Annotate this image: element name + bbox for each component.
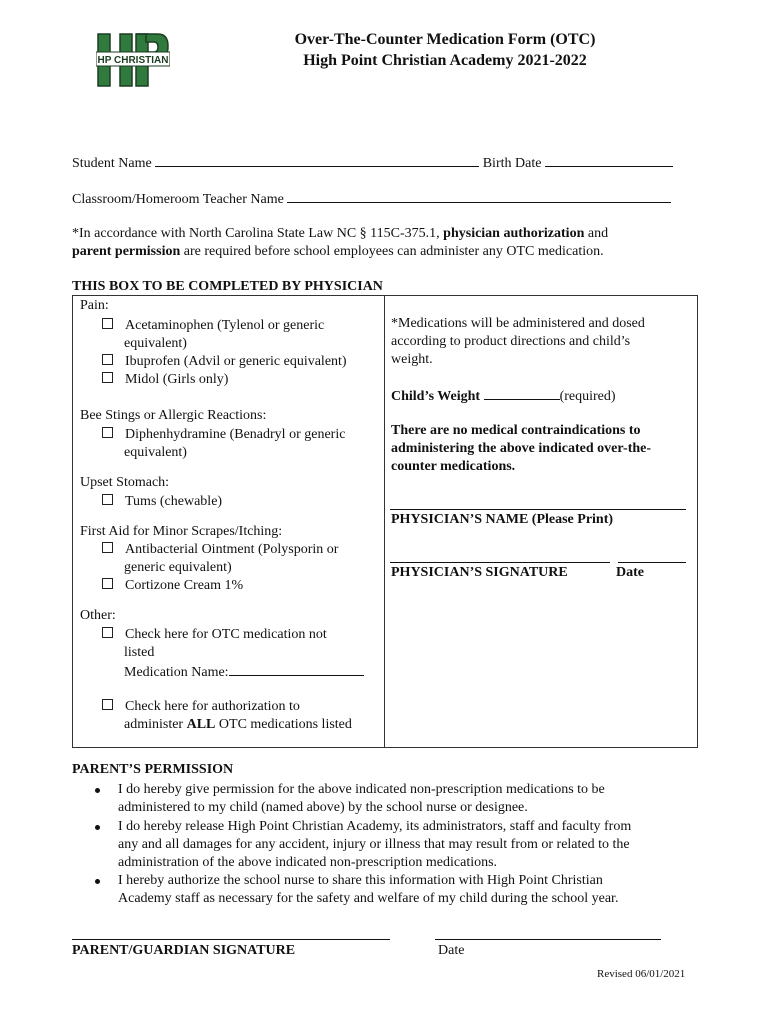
student-name-label: Student Name (72, 156, 152, 171)
all-otc-authorization-cont: administer ALL OTC medications listed (124, 717, 352, 732)
permission-bullet3-line1: I hereby authorize the school nurse to share this information with High Point Christian (118, 873, 603, 888)
pain-label: Pain: (80, 298, 109, 313)
all-otc-authorization-option[interactable]: Check here for authorization to (102, 699, 300, 715)
logo-text: HP CHRISTIAN (97, 55, 169, 66)
parent-signature-field[interactable] (72, 939, 390, 940)
other-medication-option[interactable]: Check here for OTC medication not (102, 627, 327, 643)
all-otc-authorization-checkbox[interactable] (102, 699, 113, 710)
antibacterial-checkbox[interactable] (102, 542, 113, 553)
ibuprofen-option[interactable]: Ibuprofen (Advil or generic equivalent) (102, 354, 347, 370)
bullet-icon (95, 788, 100, 793)
cortizone-checkbox[interactable] (102, 578, 113, 589)
physician-box-divider (384, 295, 385, 748)
hp-christian-logo-icon (96, 30, 170, 90)
birth-date-label: Birth Date (482, 156, 542, 171)
medication-name-row: Medication Name: (124, 663, 364, 681)
contraindication-line3: counter medications. (391, 459, 516, 474)
physician-name-label: PHYSICIAN’S NAME (Please Print) (391, 512, 614, 527)
ibuprofen-checkbox[interactable] (102, 354, 113, 365)
student-name-field[interactable] (155, 154, 479, 167)
tums-checkbox[interactable] (102, 494, 113, 505)
law-statement-line1: *In accordance with North Carolina State Law NC § 115C-375.1, physician authorization and (72, 226, 609, 241)
bullet-icon (95, 879, 100, 884)
dosing-note-line3: weight. (391, 352, 433, 367)
physician-signature-field[interactable] (390, 562, 610, 563)
dosing-note-line2: according to product directions and child’s (391, 334, 631, 349)
contraindication-line1: There are no medical contraindications to (391, 423, 641, 438)
cortizone-option[interactable]: Cortizone Cream 1% (102, 578, 243, 594)
dosing-note-line1: *Medications will be administered and dosed (391, 316, 645, 331)
child-weight-field[interactable] (484, 387, 560, 400)
diphenhydramine-checkbox[interactable] (102, 427, 113, 438)
permission-bullet2-line2: any and all damages for any accident, injury or illness that may result from or related to the (118, 837, 630, 852)
antibacterial-option-cont: generic equivalent) (124, 560, 232, 575)
antibacterial-option[interactable]: Antibacterial Ointment (Polysporin or (102, 542, 338, 558)
contraindication-line2: administering the above indicated over-the- (391, 441, 652, 456)
midol-option[interactable]: Midol (Girls only) (102, 372, 228, 388)
permission-bullet1-line1: I do hereby give permission for the above indicated non-prescription medications to be (118, 782, 605, 797)
student-name-row (72, 154, 673, 172)
parent-date-field[interactable] (435, 939, 661, 940)
diphenhydramine-option[interactable]: Diphenhydramine (Benadryl or generic (102, 427, 345, 443)
bullet-icon (95, 825, 100, 830)
teacher-name-field[interactable] (287, 190, 671, 203)
tums-option[interactable]: Tums (chewable) (102, 494, 222, 510)
revised-date: Revised 06/01/2021 (597, 968, 686, 980)
other-label: Other: (80, 608, 116, 623)
physician-signature-label: PHYSICIAN’S SIGNATURE (391, 565, 568, 580)
first-aid-label: First Aid for Minor Scrapes/Itching: (80, 524, 283, 539)
teacher-row (72, 190, 671, 208)
parent-date-label: Date (438, 943, 465, 958)
other-medication-option-cont: listed (124, 645, 155, 660)
physician-name-field[interactable] (390, 509, 686, 510)
acetaminophen-option-cont: equivalent) (124, 336, 187, 351)
physician-box-heading: THIS BOX TO BE COMPLETED BY PHYSICIAN (72, 279, 383, 294)
midol-checkbox[interactable] (102, 372, 113, 383)
form-title: Over-The-Counter Medication Form (OTC) (294, 31, 596, 48)
school-year-title: High Point Christian Academy 2021-2022 (303, 52, 587, 69)
permission-bullet1-line2: administered to my child (named above) by the school nurse or designee. (118, 800, 528, 815)
medication-name-field[interactable] (229, 663, 364, 676)
parent-signature-label: PARENT/GUARDIAN SIGNATURE (72, 943, 296, 958)
acetaminophen-option[interactable]: Acetaminophen (Tylenol or generic (102, 318, 324, 334)
acetaminophen-checkbox[interactable] (102, 318, 113, 329)
bee-stings-label: Bee Stings or Allergic Reactions: (80, 408, 267, 423)
permission-bullet2-line1: I do hereby release High Point Christian Academy, its administrators, staff and faculty from (118, 819, 632, 834)
school-logo (96, 30, 170, 90)
diphenhydramine-option-cont: equivalent) (124, 445, 187, 460)
physician-date-label: Date (616, 565, 644, 580)
upset-stomach-label: Upset Stomach: (80, 475, 170, 490)
child-weight-row: Child’s Weight (required) (391, 389, 616, 404)
parent-permission-heading: PARENT’S PERMISSION (72, 762, 234, 777)
permission-bullet3-line2: Academy staff as necessary for the safety and welfare of my child during the school year. (118, 891, 619, 906)
teacher-label: Classroom/Homeroom Teacher Name (72, 192, 284, 207)
other-medication-checkbox[interactable] (102, 627, 113, 638)
birth-date-field[interactable] (545, 154, 673, 167)
permission-bullet2-line3: administration of the above indicated non-prescription medications. (118, 855, 498, 870)
physician-date-field[interactable] (618, 562, 686, 563)
law-statement-line2: parent permission are required before school employees can administer any OTC medication. (72, 244, 604, 259)
